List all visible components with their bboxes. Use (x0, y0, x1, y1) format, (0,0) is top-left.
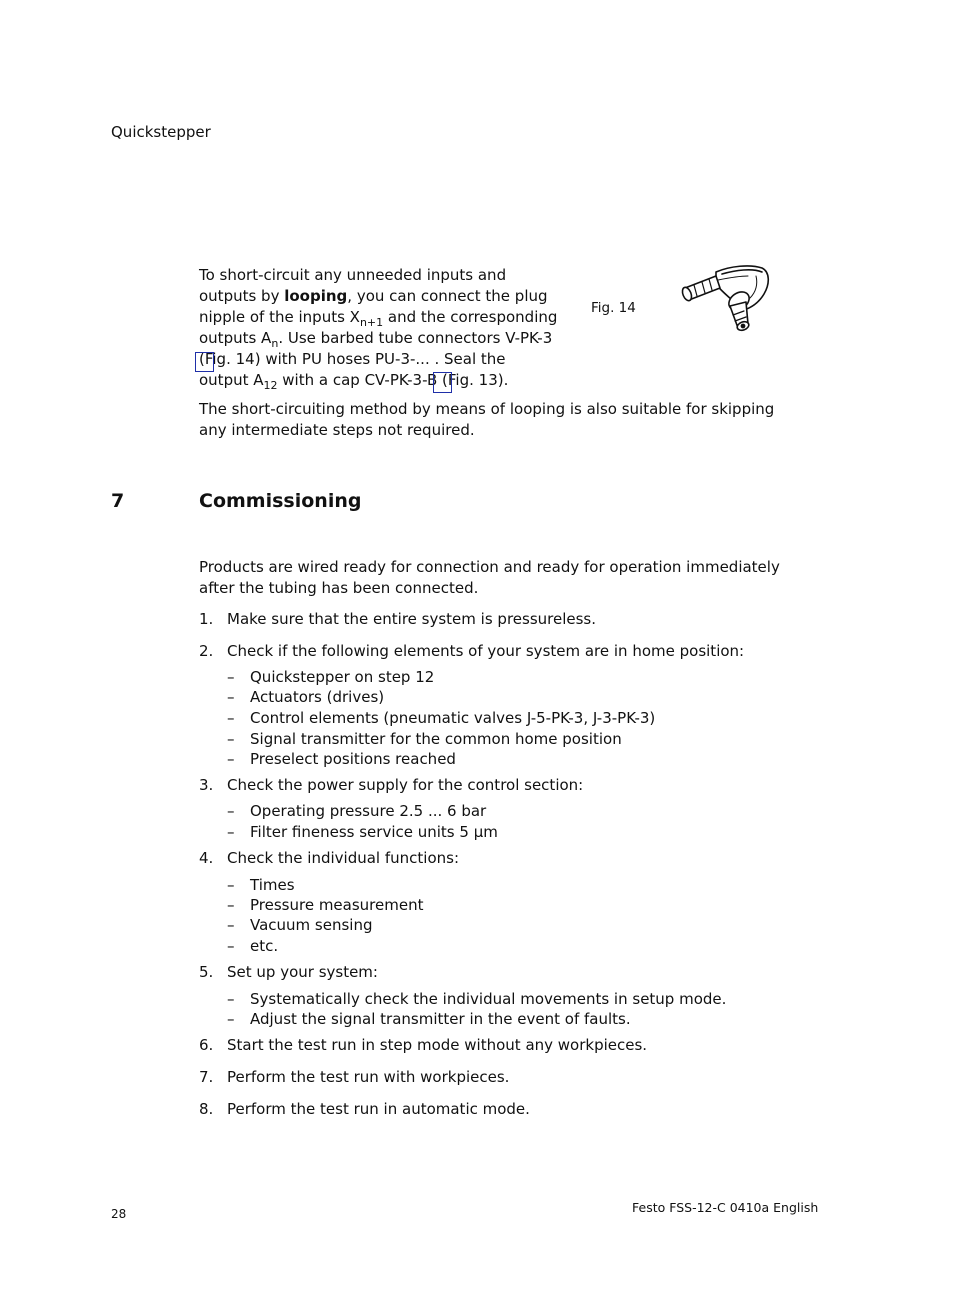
text-fragment: with a cap CV-PK-3-B (Fig. 13). (277, 371, 509, 389)
looping-line-5: (Fig. 14) with PU hoses PU-3-... . Seal the (199, 350, 506, 368)
dash: – (227, 823, 235, 841)
dash: – (227, 709, 235, 727)
step-number: 7. (199, 1068, 214, 1086)
dash: – (227, 1010, 235, 1028)
substep-text: Pressure measurement (250, 896, 424, 914)
substep-text: Times (250, 876, 295, 894)
step-text: Check the power supply for the control section: (227, 776, 584, 794)
fig-13-link[interactable] (433, 372, 452, 393)
dash: – (227, 688, 235, 706)
text-fragment: outputs by (199, 287, 285, 305)
text-fragment: nipple of the inputs X (199, 308, 360, 326)
looping-line-1: To short-circuit any unneeded inputs and (199, 266, 507, 284)
text-fragment: . Use barbed tube connectors V-PK-3 (278, 329, 553, 347)
substep-text: Preselect positions reached (250, 750, 456, 768)
substep-text: Actuators (drives) (250, 688, 385, 706)
dash: – (227, 730, 235, 748)
subscript: n (271, 337, 279, 350)
text-fragment: outputs A (199, 329, 272, 347)
looping-paragraph (199, 265, 559, 391)
step-number: 8. (199, 1100, 214, 1118)
substep-text: Control elements (pneumatic valves J-5-PK-3, J-3-PK-3) (250, 709, 656, 727)
step-text: Make sure that the entire system is pressureless. (227, 610, 597, 628)
dash: – (227, 937, 235, 955)
looping-term: looping (284, 287, 348, 305)
section-title: Commissioning (199, 490, 362, 512)
subscript: 12 (263, 379, 278, 392)
text-fragment: , you can connect the plug (347, 287, 548, 305)
step-text: Check the individual functions: (227, 849, 460, 867)
dash: – (227, 896, 235, 914)
step-number: 5. (199, 963, 214, 981)
substep-text: Filter fineness service units 5 µm (250, 823, 498, 841)
substep-text: Signal transmitter for the common home position (250, 730, 622, 748)
commissioning-intro: Products are wired ready for connection and ready for operation immediately after the tubing has been connected. (199, 558, 780, 597)
step-number: 2. (199, 642, 214, 660)
looping-line-4 (199, 328, 559, 349)
dash: – (227, 668, 235, 686)
looping-line-3 (199, 307, 559, 328)
substep-text: Adjust the signal transmitter in the event of faults. (250, 1010, 631, 1028)
step-number: 3. (199, 776, 214, 794)
step-number: 6. (199, 1036, 214, 1054)
text-fragment: and the corresponding (383, 308, 558, 326)
substep-text: Systematically check the individual movements in setup mode. (250, 990, 727, 1008)
dash: – (227, 750, 235, 768)
dash: – (227, 916, 235, 934)
looping-line-6 (199, 370, 559, 391)
dash: – (227, 990, 235, 1008)
step-text: Perform the test run in automatic mode. (227, 1100, 530, 1118)
running-header: Quickstepper (111, 123, 211, 141)
step-text: Check if the following elements of your system are in home position: (227, 642, 745, 660)
substep-text: Operating pressure 2.5 ... 6 bar (250, 802, 487, 820)
subscript: n+1 (359, 316, 384, 329)
step-text: Set up your system: (227, 963, 378, 981)
substep-text: etc. (250, 937, 279, 955)
step-text: Perform the test run with workpieces. (227, 1068, 510, 1086)
substep-text: Quickstepper on step 12 (250, 668, 435, 686)
skipping-paragraph: The short-circuiting method by means of looping is also suitable for skipping any intermediate steps not required. (199, 400, 775, 439)
step-text: Start the test run in step mode without any workpieces. (227, 1036, 648, 1054)
looping-line-2 (199, 286, 559, 307)
step-number: 1. (199, 610, 214, 628)
document-footer: Festo FSS-12-C 0410a English (632, 1200, 819, 1215)
substep-text: Vacuum sensing (250, 916, 373, 934)
barbed-connector-illustration (678, 262, 774, 338)
dash: – (227, 876, 235, 894)
section-number: 7 (111, 490, 125, 512)
figure-label: Fig. 14 (591, 300, 636, 316)
dash: – (227, 802, 235, 820)
fig-14-link[interactable] (195, 352, 214, 372)
text-fragment: output A (199, 371, 264, 389)
step-number: 4. (199, 849, 214, 867)
page-number: 28 (111, 1207, 127, 1221)
